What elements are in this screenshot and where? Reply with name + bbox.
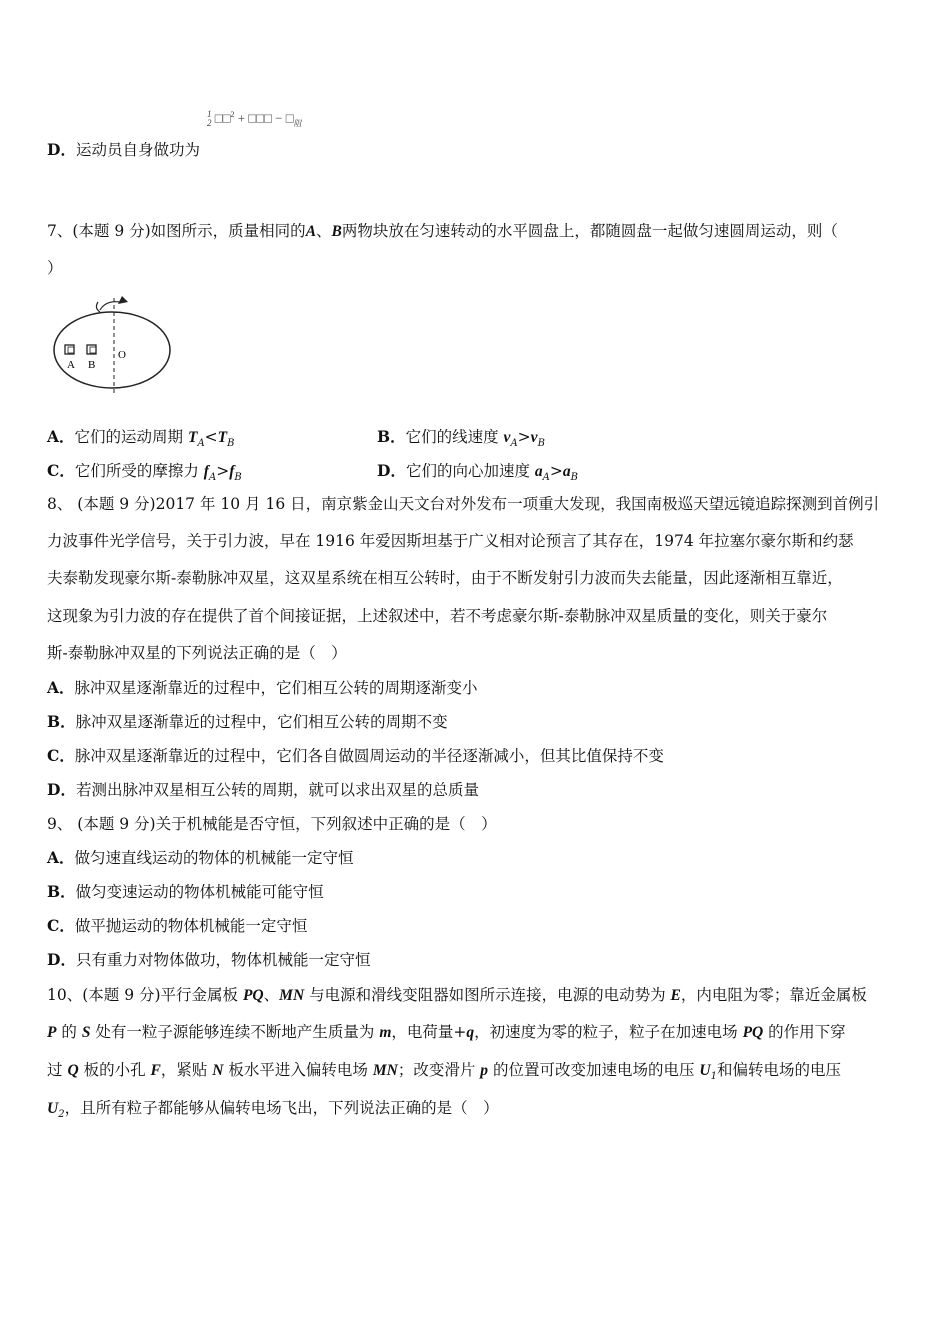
q10-stem-line: 过 Q 板的小孔 F，紧贴 N 板水平进入偏转电场 MN；改变滑片 p 的位置可改变加速电场的电压 $U_1$和偏转电场的电压: [47, 1061, 841, 1083]
q9-option-d: D．只有重力对物体做功，物体机械能一定守恒: [47, 950, 371, 969]
q9-option-b: B．做匀变速运动的物体机械能可能守恒: [47, 882, 324, 901]
q7-option-a: A．它们的运动周期 $T_A<T_B$: [47, 427, 235, 450]
figure-label-a: A: [67, 359, 75, 371]
q9-stem: 9、 (本题 9 分)关于机械能是否守恒，下列叙述中正确的是（ ）: [47, 815, 497, 833]
q9-option-a: A．做匀速直线运动的物体的机械能一定守恒: [47, 848, 354, 867]
q8-stem-line: 夫泰勒发现豪尔斯-泰勒脉冲双星，这双星系统在相互公转时，由于不断发射引力波而失去能量，因此逐渐相互靠近，: [47, 569, 843, 587]
q10-stem-line: $U_2$，且所有粒子都能够从偏转电场飞出，下列说法正确的是（ ）: [47, 1099, 499, 1121]
q8-stem-line: 8、 (本题 9 分)2017 年 10 月 16 日，南京紫金山天文台对外发布一项重大发现，我国南极巡天望远镜追踪探测到首例引: [47, 495, 880, 513]
q8-stem-line: 这现象为引力波的存在提供了首个间接证据，上述叙述中，若不考虑豪尔斯-泰勒脉冲双星质量的变化，则关于豪尔: [47, 607, 828, 625]
figure-label-o: O: [118, 349, 126, 361]
q10-stem-line: 10、(本题 9 分)平行金属板 PQ、MN 与电源和滑线变阻器如图所示连接，电源的电动势为 E，内电阻为零；靠近金属板: [47, 986, 867, 1004]
q8-stem-line: 斯-泰勒脉冲双星的下列说法正确的是（ ）: [47, 644, 347, 662]
q7-option-d: D．它们的向心加速度 $a_A>a_B$: [377, 461, 578, 484]
q6-formula: 1 2 □□$^2$ + □□□ − $□_阻$: [207, 109, 302, 129]
q8-stem-line: 力波事件光学信号，关于引力波，早在 1916 年爱因斯坦基于广义相对论预言了其存在，1974 年拉塞尔豪尔斯和约瑟: [47, 532, 854, 550]
q9-option-c: C．做平抛运动的物体机械能一定守恒: [47, 916, 308, 935]
q7-option-c: C．它们所受的摩擦力 $f_A>f_B$: [47, 461, 242, 484]
q7-stem: 7、(本题 9 分)如图所示，质量相同的A、B两物块放在匀速转动的水平圆盘上，都随圆盘一起做匀速圆周运动，则（: [47, 222, 838, 240]
q8-option-d: D．若测出脉冲双星相互公转的周期，就可以求出双星的总质量: [47, 780, 479, 799]
q7-figure-turntable: [48, 292, 178, 408]
q10-stem-line: P 的 S 处有一粒子源能够连续不断地产生质量为 m，电荷量+q，初速度为零的粒子，粒子在加速电场 PQ 的作用下穿: [47, 1023, 846, 1041]
q8-option-b: B．脉冲双星逐渐靠近的过程中，它们相互公转的周期不变: [47, 712, 448, 731]
q8-option-a: A．脉冲双星逐渐靠近的过程中，它们相互公转的周期逐渐变小: [47, 678, 478, 697]
q7-option-b: B．它们的线速度 $v_A>v_B$: [377, 427, 545, 450]
formula-fraction: 1 2: [207, 109, 212, 129]
q8-option-c: C．脉冲双星逐渐靠近的过程中，它们各自做圆周运动的半径逐渐减小，但其比值保持不变: [47, 746, 664, 765]
q7-stem-cont: ）: [47, 259, 63, 277]
q6-option-d: D．运动员自身做功为: [47, 140, 200, 159]
figure-label-b: B: [88, 359, 96, 371]
